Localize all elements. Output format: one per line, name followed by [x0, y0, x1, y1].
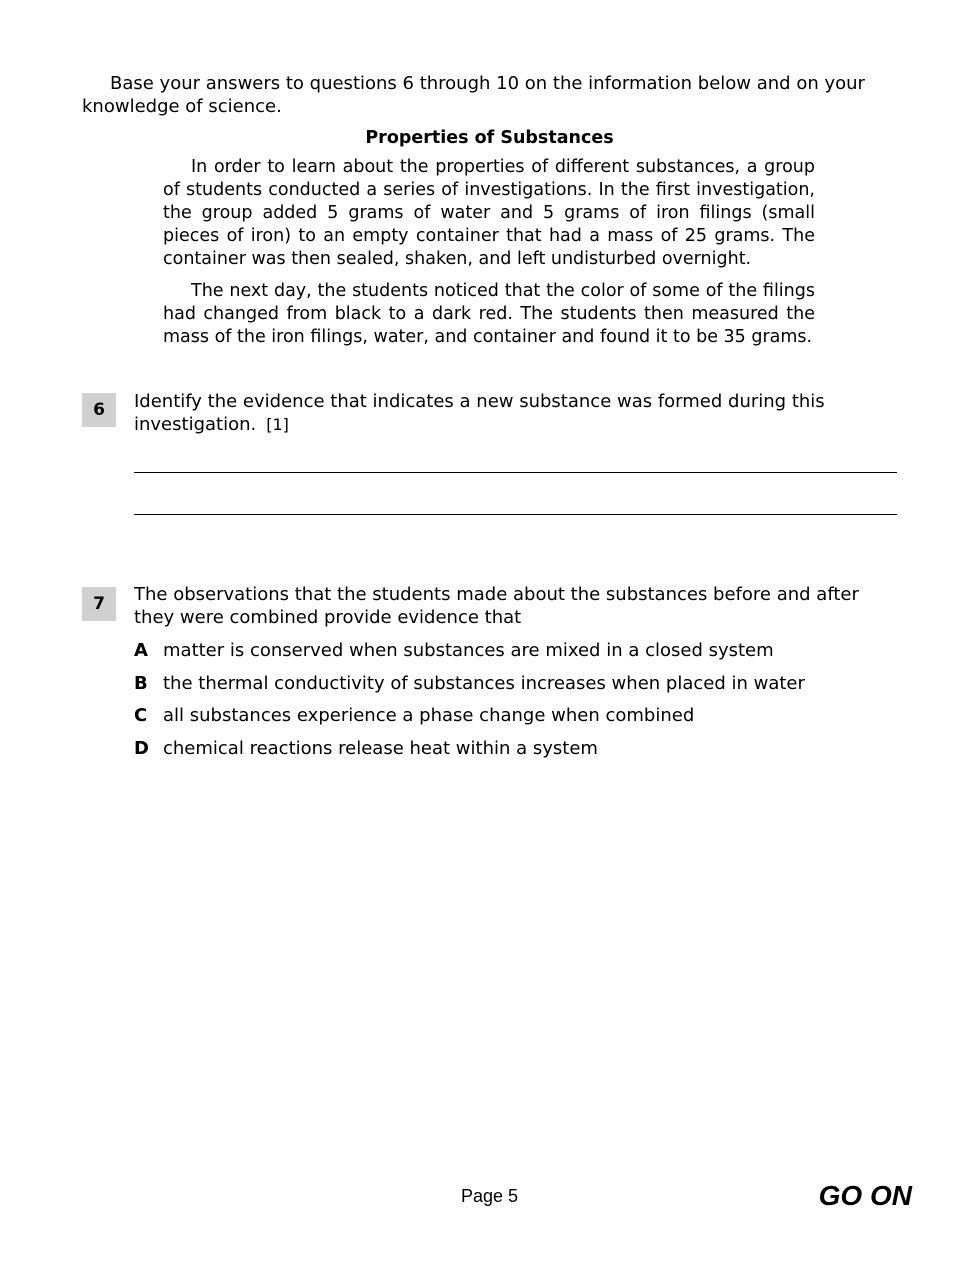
- choice-letter: D: [134, 738, 149, 759]
- go-on-label: GO ON: [818, 1180, 912, 1211]
- choice-a[interactable]: [134, 639, 894, 662]
- passage-paragraph: The next day, the students noticed that the color of some of the filings had changed from black to a dark red. The students then measured the mass of the iron filings, water, and container and found it to be 35 grams.: [163, 281, 815, 347]
- choice-text: chemical reactions release heat within a system: [163, 738, 598, 759]
- choice-c[interactable]: [134, 704, 894, 727]
- passage-title: Properties of Substances: [365, 128, 614, 148]
- question-6-prompt: Identify the evidence that indicates a new substance was formed during this investigation.: [134, 391, 825, 435]
- intro-text: Base your answers to questions 6 through 10 on the information below and on your knowledge of science.: [82, 73, 865, 117]
- choice-text: the thermal conductivity of substances increases when placed in water: [163, 673, 805, 694]
- question-6-credit: [1]: [266, 415, 289, 434]
- choice-b[interactable]: [134, 672, 894, 695]
- question-7-text: The observations that the students made about the substances before and after they were combined provide evidence that: [134, 584, 859, 628]
- choice-letter: B: [134, 673, 148, 694]
- answer-line[interactable]: [134, 472, 897, 473]
- choice-text: matter is conserved when substances are mixed in a closed system: [163, 640, 774, 661]
- choice-letter: A: [134, 640, 148, 661]
- choice-text: all substances experience a phase change when combined: [163, 705, 695, 726]
- page-number: Page 5: [460, 1186, 519, 1206]
- question-number-badge: 6: [82, 393, 116, 427]
- passage-paragraph: In order to learn about the properties of different substances, a group of students conducted a series of investigations. In the first investigation, the group added 5 grams of water and 5 grams of iron filings (small pieces of iron) to an empty container that had a mass of 25 grams. The container was then sealed, shaken, and left undisturbed overnight.: [163, 157, 815, 269]
- question-6-text: [134, 390, 899, 436]
- question-number-badge: 7: [82, 587, 116, 621]
- answer-line[interactable]: [134, 514, 897, 515]
- choice-d[interactable]: [134, 737, 894, 760]
- choice-letter: C: [134, 705, 148, 726]
